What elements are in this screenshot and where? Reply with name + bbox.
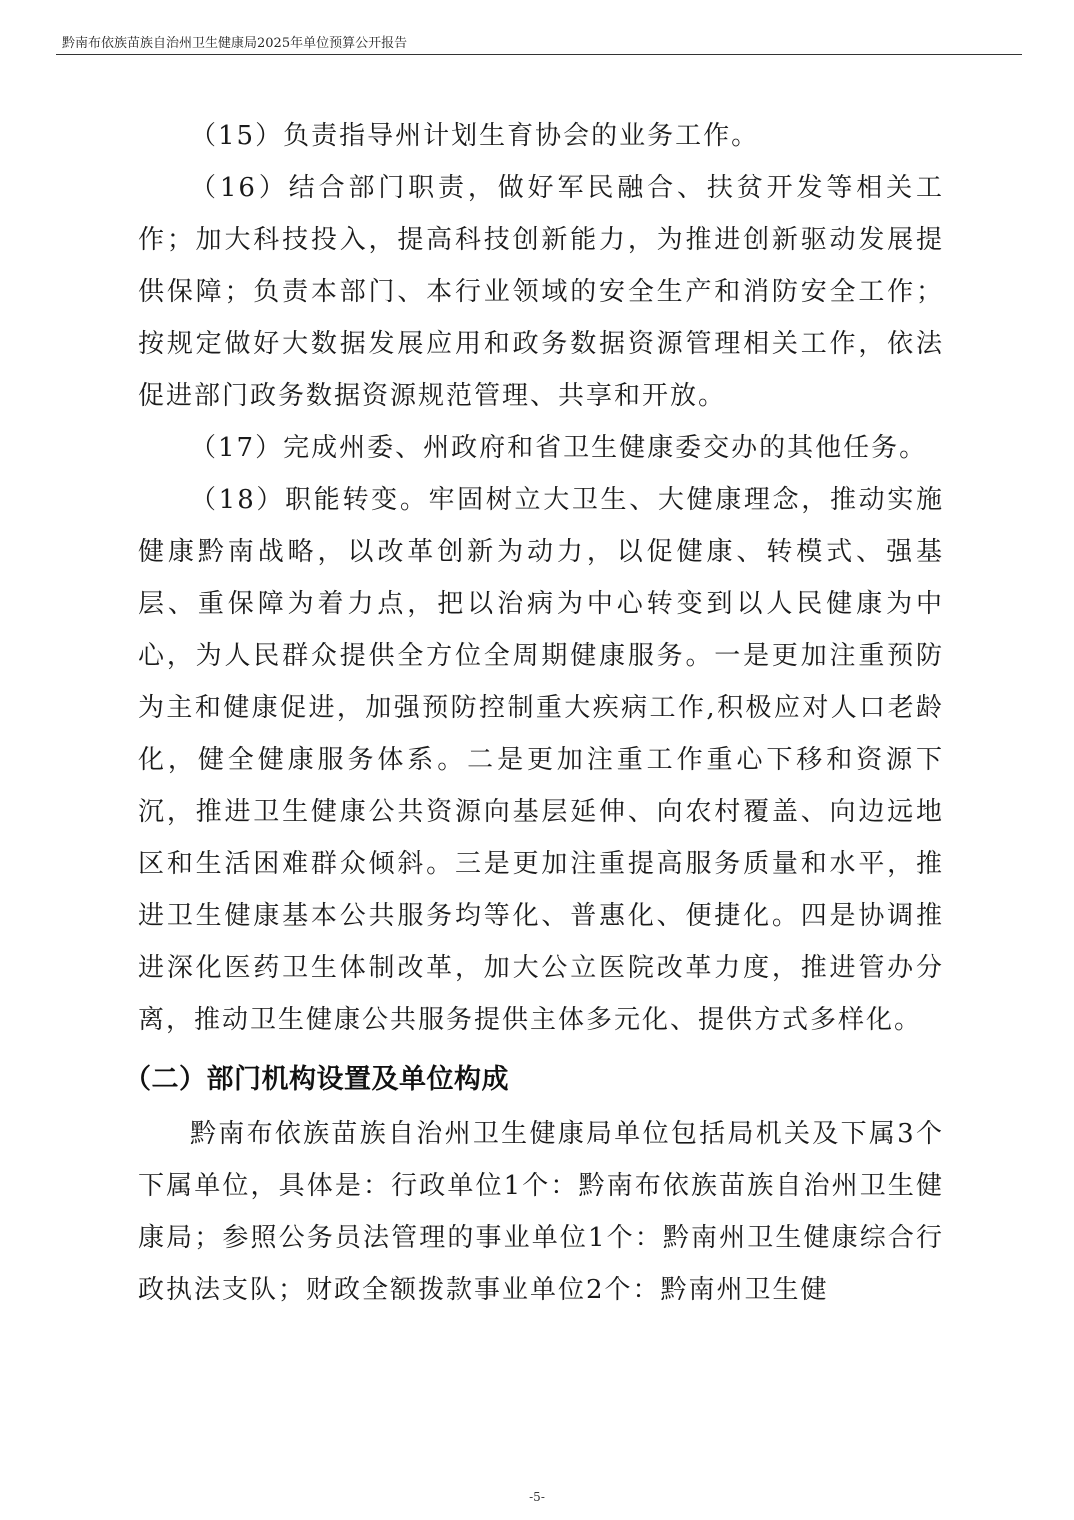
page-header xyxy=(56,24,1022,55)
page-number: -5- xyxy=(529,1490,545,1504)
paragraph-item-15: （15）负责指导州计划生育协会的业务工作。 xyxy=(190,121,760,151)
paragraph-item-18: （18）职能转变。牢固树立大卫生、大健康理念，推动实施健康黔南战略，以改革创新为动力，以促健康、转模式、强基层、重保障为着力点，把以治病为中心转变到以人民健康为中心，为人民群众提供全方位全周期健康服务。一是更加注重预防为主和健康促进，加强预防控制重大疾病工作,积极应对人口老龄化，健全健康服务体系。二是更加注重工作重心下移和资源下沉，推进卫生健康公共资源向基层延伸、向农村覆盖、向边远地区和生活困难群众倾斜。三是更加注重提高服务质量和水平，推进卫生健康基本公共服务均等化、普惠化、便捷化。四是协调推进深化医药卫生体制改革，加大公立医院改革力度，推进管办分离，推动卫生健康公共服务提供主体多元化、提供方式多样化。 xyxy=(138,485,944,1035)
paragraph-item-16: （16）结合部门职责，做好军民融合、扶贫开发等相关工作；加大科技投入，提高科技创新能力，为推进创新驱动发展提供保障；负责本部门、本行业领域的安全生产和消防安全工作；按规定做好大数据发展应用和政务数据资源管理相关工作，依法促进部门政务数据资源规范管理、共享和开放。 xyxy=(138,173,944,411)
document-body xyxy=(124,110,944,1316)
report-title: 黔南布依族苗族自治州卫生健康局2025年单位预算公开报告 xyxy=(62,36,408,51)
section-paragraph: 黔南布依族苗族自治州卫生健康局单位包括局机关及下属3个下属单位，具体是：行政单位1个：黔南布依族苗族自治州卫生健康局；参照公务员法管理的事业单位1个：黔南州卫生健康综合行政执法支队；财政全额拨款事业单位2个：黔南州卫生健 xyxy=(138,1119,944,1305)
paragraph-item-17: （17）完成州委、州政府和省卫生健康委交办的其他任务。 xyxy=(190,433,928,463)
section-heading: （二）部门机构设置及单位构成 xyxy=(124,1064,509,1095)
